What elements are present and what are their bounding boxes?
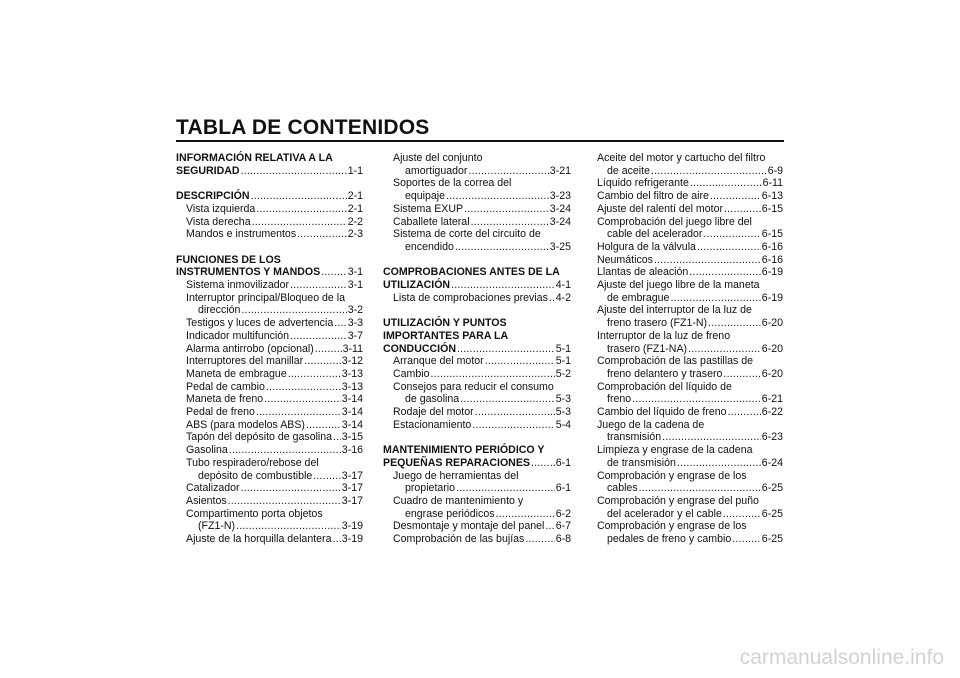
toc-section-entry[interactable]: CONDUCCIÓN ..... 5-1 bbox=[383, 343, 571, 356]
toc-entry[interactable]: freno trasero (FZ1-N) ..... 6-20 bbox=[597, 317, 783, 330]
toc-entry[interactable]: transmisión ..... 6-23 bbox=[597, 431, 783, 444]
toc-entry-line[interactable]: Tubo respiradero/rebose del bbox=[186, 456, 319, 469]
toc-entry[interactable]: (FZ1-N) ..... 3-19 bbox=[176, 520, 363, 533]
toc-entry[interactable]: freno delantero y trasero ..... 6-20 bbox=[597, 368, 783, 381]
toc-entry-line[interactable]: Comprobación y engrase de los bbox=[597, 469, 747, 482]
toc-entry-line[interactable]: Comprobación de las pastillas de bbox=[597, 355, 754, 368]
toc-entry[interactable]: Cambio del líquido de freno ..... 6-22 bbox=[597, 406, 783, 419]
page-title: TABLA DE CONTENIDOS bbox=[176, 116, 430, 139]
toc-entry[interactable]: de embrague ..... 6-19 bbox=[597, 292, 783, 305]
toc-entry[interactable]: Interruptores del manillar ..... 3-12 bbox=[176, 355, 363, 368]
toc-section-heading[interactable]: COMPROBACIONES ANTES DE LA bbox=[383, 266, 560, 279]
toc-section-entry[interactable]: INSTRUMENTOS Y MANDOS ..... 3-1 bbox=[176, 266, 363, 279]
toc-entry[interactable]: propietario ..... 6-1 bbox=[383, 482, 571, 495]
toc-entry[interactable]: Vista izquierda ..... 2-1 bbox=[176, 203, 363, 216]
toc-entry-line[interactable]: Juego de la cadena de bbox=[597, 418, 705, 431]
toc-section-heading[interactable]: INFORMACIÓN RELATIVA A LA bbox=[176, 152, 333, 164]
toc-entry[interactable]: ABS (para modelos ABS) ..... 3-14 bbox=[176, 419, 363, 432]
toc-entry[interactable]: pedales de freno y cambio ..... 6-25 bbox=[597, 533, 783, 546]
toc-entry[interactable]: Vista derecha ..... 2-2 bbox=[176, 216, 363, 229]
toc-entry[interactable]: Pedal de cambio ..... 3-13 bbox=[176, 381, 363, 394]
toc-column-1 bbox=[176, 152, 363, 546]
toc-entry[interactable]: de gasolina ..... 5-3 bbox=[383, 393, 571, 406]
toc-column-3 bbox=[597, 152, 783, 546]
toc-section-entry[interactable]: DESCRIPCIÓN ..... 2-1 bbox=[176, 190, 363, 203]
toc-entry-line[interactable]: Ajuste del juego libre de la maneta bbox=[597, 279, 760, 292]
toc-entry[interactable]: Alarma antirrobo (opcional) ..... 3-11 bbox=[176, 343, 363, 356]
toc-entry[interactable]: del acelerador y el cable ..... 6-25 bbox=[597, 508, 783, 521]
toc-entry-line[interactable]: Interruptor principal/Bloqueo de la bbox=[186, 291, 346, 304]
toc-entry-line[interactable]: Consejos para reducir el consumo bbox=[393, 380, 554, 393]
toc-entry-line[interactable]: Comprobación y engrase del puño bbox=[597, 494, 759, 507]
toc-entry[interactable]: cable del acelerador ..... 6-15 bbox=[597, 228, 783, 241]
toc-entry[interactable]: Testigos y luces de advertencia ..... 3-3 bbox=[176, 317, 363, 330]
toc-entry[interactable]: trasero (FZ1-NA) ..... 6-20 bbox=[597, 343, 783, 356]
toc-entry-line[interactable]: Comprobación del líquido de bbox=[597, 380, 732, 393]
toc-section-heading[interactable]: IMPORTANTES PARA LA bbox=[383, 329, 509, 342]
toc-entry[interactable]: equipaje ..... 3-23 bbox=[383, 190, 571, 203]
toc-entry[interactable]: Pedal de freno ..... 3-14 bbox=[176, 406, 363, 419]
toc-entry[interactable]: de aceite ..... 6-9 bbox=[597, 165, 783, 178]
toc-entry-line[interactable]: Cuadro de mantenimiento y bbox=[393, 494, 524, 507]
toc-entry[interactable]: cables ..... 6-25 bbox=[597, 482, 783, 495]
toc-section-entry[interactable]: UTILIZACIÓN ..... 4-1 bbox=[383, 279, 571, 292]
toc-entry[interactable]: Caballete lateral ..... 3-24 bbox=[383, 216, 571, 229]
toc-entry-line[interactable]: Comprobación y engrase de los bbox=[597, 520, 747, 533]
title-rule bbox=[176, 140, 784, 142]
toc-entry-line[interactable]: Comprobación del juego libre del bbox=[597, 215, 752, 228]
toc-entry[interactable]: Lista de comprobaciones previas ..... 4-2 bbox=[383, 292, 571, 305]
toc-entry[interactable]: Cambio ..... 5-2 bbox=[383, 368, 571, 381]
toc-section-heading[interactable]: FUNCIONES DE LOS bbox=[176, 253, 281, 266]
toc-column-2 bbox=[383, 152, 571, 546]
toc-section-entry[interactable]: PEQUEÑAS REPARACIONES ..... 6-1 bbox=[383, 457, 571, 470]
toc-entry[interactable]: Maneta de embrague ..... 3-13 bbox=[176, 368, 363, 381]
toc-entry[interactable]: Llantas de aleación ..... 6-19 bbox=[597, 266, 783, 279]
toc-entry[interactable]: Comprobación de las bujías ..... 6-8 bbox=[383, 533, 571, 546]
toc-entry-line[interactable]: Compartimento porta objetos bbox=[186, 507, 323, 520]
toc-entry[interactable]: Líquido refrigerante ..... 6-11 bbox=[597, 177, 783, 190]
toc-entry-line[interactable]: Aceite del motor y cartucho del filtro bbox=[597, 152, 766, 164]
toc-entry[interactable]: Arranque del motor ..... 5-1 bbox=[383, 355, 571, 368]
toc-entry-line[interactable]: Interruptor de la luz de freno bbox=[597, 329, 731, 342]
toc-section-entry[interactable]: SEGURIDAD ..... 1-1 bbox=[176, 165, 363, 178]
toc-entry[interactable]: Asientos ..... 3-17 bbox=[176, 495, 363, 508]
toc-entry[interactable]: Cambio del filtro de aire ..... 6-13 bbox=[597, 190, 783, 203]
toc-entry[interactable]: Ajuste del ralentí del motor ..... 6-15 bbox=[597, 203, 783, 216]
toc-entry[interactable]: depósito de combustible ..... 3-17 bbox=[176, 470, 363, 483]
toc-entry-line[interactable]: Ajuste del interruptor de la luz de bbox=[597, 304, 752, 317]
toc-entry[interactable]: Holgura de la válvula ..... 6-16 bbox=[597, 241, 783, 254]
toc-entry[interactable]: amortiguador ..... 3-21 bbox=[383, 165, 571, 178]
toc-entry[interactable]: encendido ..... 3-25 bbox=[383, 241, 571, 254]
toc-entry[interactable]: Sistema inmovilizador ..... 3-1 bbox=[176, 279, 363, 292]
toc-entry[interactable]: Desmontaje y montaje del panel ..... 6-7 bbox=[383, 520, 571, 533]
toc-entry[interactable]: Maneta de freno ..... 3-14 bbox=[176, 393, 363, 406]
toc-entry-line[interactable]: Limpieza y engrase de la cadena bbox=[597, 444, 753, 457]
toc-entry[interactable]: de transmisión ..... 6-24 bbox=[597, 457, 783, 470]
toc-entry-line[interactable]: Soportes de la correa del bbox=[393, 177, 512, 190]
watermark-footer: carmanualsonline.info bbox=[739, 646, 944, 669]
toc-entry-line[interactable]: Juego de herramientas del bbox=[393, 469, 519, 482]
toc-entry-line[interactable]: Sistema de corte del circuito de bbox=[393, 228, 541, 241]
toc-entry[interactable]: Indicador multifunción ..... 3-7 bbox=[176, 330, 363, 343]
toc-entry[interactable]: Sistema EXUP ..... 3-24 bbox=[383, 203, 571, 216]
toc-entry[interactable]: Tapón del depósito de gasolina ..... 3-15 bbox=[176, 431, 363, 444]
toc-entry[interactable]: Mandos e instrumentos ..... 2-3 bbox=[176, 228, 363, 241]
toc-entry[interactable]: Rodaje del motor ..... 5-3 bbox=[383, 406, 571, 419]
toc-section-heading[interactable]: UTILIZACIÓN Y PUNTOS bbox=[383, 317, 507, 330]
toc-entry[interactable]: Estacionamiento ..... 5-4 bbox=[383, 419, 571, 432]
toc-entry[interactable]: Neumáticos ..... 6-16 bbox=[597, 254, 783, 267]
toc-entry[interactable]: engrase periódicos ..... 6-2 bbox=[383, 508, 571, 521]
toc-section-heading[interactable]: MANTENIMIENTO PERIÓDICO Y bbox=[383, 444, 545, 457]
toc-entry[interactable]: dirección ..... 3-2 bbox=[176, 304, 363, 317]
toc-entry[interactable]: Ajuste de la horquilla delantera ..... 3-19 bbox=[176, 533, 363, 546]
toc-entry[interactable]: Catalizador ..... 3-17 bbox=[176, 482, 363, 495]
toc-entry-line[interactable]: Ajuste del conjunto bbox=[393, 152, 483, 164]
toc-entry[interactable]: Gasolina ..... 3-16 bbox=[176, 444, 363, 457]
toc-entry[interactable]: freno ..... 6-21 bbox=[597, 393, 783, 406]
